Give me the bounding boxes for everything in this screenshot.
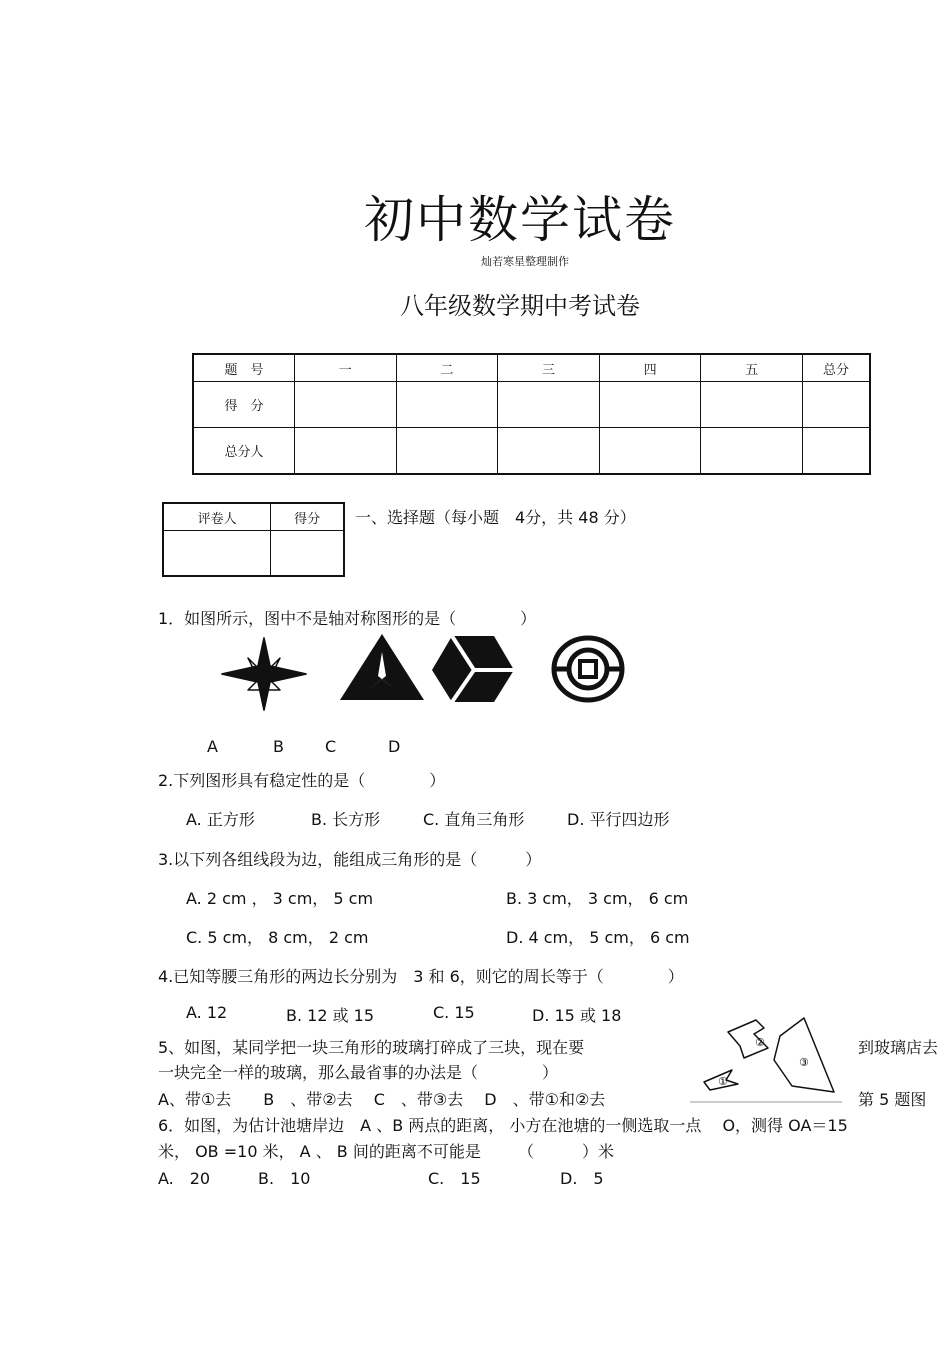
question-2-stem: 2.下列图形具有稳定性的是（ ） xyxy=(158,771,446,790)
piece-3-label: ③ xyxy=(799,1056,809,1069)
question-6-option-a: A. 20 xyxy=(158,1169,211,1188)
question-6-option-d: D. 5 xyxy=(560,1169,604,1188)
question-4-option-a: A. 12 xyxy=(186,1003,228,1022)
figure-label-a: A xyxy=(207,737,218,756)
question-6-line1: 6．如图，为估计池塘岸边 A 、B 两点的距离， 小方在池塘的一侧选取一点 O，测得 OA＝15 xyxy=(158,1116,848,1135)
question-4-option-d: D. 15 或 18 xyxy=(532,1006,622,1025)
score-cell xyxy=(599,428,701,475)
score-cell xyxy=(803,428,871,475)
piece-1-label: ① xyxy=(718,1075,728,1088)
question-4-option-b: B. 12 或 15 xyxy=(286,1006,375,1025)
question-3-option-c: C. 5 cm， 8 cm， 2 cm xyxy=(186,928,369,947)
question-5-line2: 一块完全一样的玻璃，那么最省事的办法是（ ） xyxy=(158,1063,559,1082)
figure-label-b: B xyxy=(273,737,284,756)
score-header-label: 题 号 xyxy=(193,354,295,382)
question-2-option-d: D. 平行四边形 xyxy=(567,810,670,829)
question-1-stem: 1．如图所示，图中不是轴对称图形的是（ ） xyxy=(158,609,537,628)
grader-header-score: 得分 xyxy=(271,503,344,531)
question-6-option-b: B. 10 xyxy=(258,1169,311,1188)
score-header-2: 二 xyxy=(396,354,498,382)
figure-label-d: D xyxy=(388,737,401,756)
section-heading: 一、选择题（每小题 4分，共 48 分） xyxy=(355,508,636,527)
score-cell xyxy=(498,428,600,475)
piece-2-label: ② xyxy=(755,1036,765,1049)
score-cell xyxy=(295,382,397,428)
score-cell xyxy=(498,382,600,428)
ancient-coin-figure xyxy=(550,634,626,704)
question-5-line1-right: 到玻璃店去 xyxy=(858,1038,939,1057)
figure-label-c: C xyxy=(325,737,337,756)
exam-subtitle: 八年级数学期中考试卷 xyxy=(400,292,640,320)
rotating-hexagon-figure xyxy=(430,634,516,704)
score-header-total: 总分 xyxy=(803,354,871,382)
score-cell xyxy=(701,382,803,428)
score-cell xyxy=(396,428,498,475)
score-table xyxy=(192,353,871,475)
question-5-figure-caption: 第 5 题图 xyxy=(858,1090,927,1109)
score-row-label-scorer: 总分人 xyxy=(193,428,295,475)
compiler-note: 灿若寒星整理制作 xyxy=(481,255,569,268)
triangle-propeller-figure xyxy=(338,632,426,702)
score-cell xyxy=(701,428,803,475)
score-cell xyxy=(396,382,498,428)
question-5-options: A、带①去 B 、带②去 C 、带③去 D 、带①和②去 xyxy=(158,1090,606,1109)
question-6-line2: 米， OB =10 米， A 、 B 间的距离不可能是 （ ）米 xyxy=(158,1142,614,1161)
grader-header-grader: 评卷人 xyxy=(163,503,271,531)
score-header-1: 一 xyxy=(295,354,397,382)
grader-cell xyxy=(271,531,344,577)
score-header-5: 五 xyxy=(701,354,803,382)
score-row-label-score: 得 分 xyxy=(193,382,295,428)
compass-star-figure xyxy=(220,636,308,712)
score-cell xyxy=(803,382,871,428)
score-header-4: 四 xyxy=(599,354,701,382)
question-2-option-a: A. 正方形 xyxy=(186,810,255,829)
grader-cell xyxy=(163,531,271,577)
exam-title: 初中数学试卷 xyxy=(364,191,676,249)
question-4-stem: 4.已知等腰三角形的两边长分别为 3 和 6，则它的周长等于（ ） xyxy=(158,967,684,986)
question-3-stem: 3.以下列各组线段为边，能组成三角形的是（ ） xyxy=(158,850,542,869)
question-4-option-c: C. 15 xyxy=(433,1003,475,1022)
question-5-line1: 5、如图，某同学把一块三角形的玻璃打碎成了三块，现在要 xyxy=(158,1038,585,1057)
question-2-option-c: C. 直角三角形 xyxy=(423,810,525,829)
broken-glass-figure xyxy=(688,1014,844,1104)
question-3-option-d: D. 4 cm， 5 cm， 6 cm xyxy=(506,928,690,947)
score-cell xyxy=(295,428,397,475)
question-3-option-a: A. 2 cm ， 3 cm， 5 cm xyxy=(186,889,374,908)
grader-table xyxy=(162,502,345,577)
question-6-option-c: C. 15 xyxy=(428,1169,481,1188)
question-2-option-b: B. 长方形 xyxy=(311,810,381,829)
question-3-option-b: B. 3 cm， 3 cm， 6 cm xyxy=(506,889,689,908)
score-header-3: 三 xyxy=(498,354,600,382)
score-cell xyxy=(599,382,701,428)
